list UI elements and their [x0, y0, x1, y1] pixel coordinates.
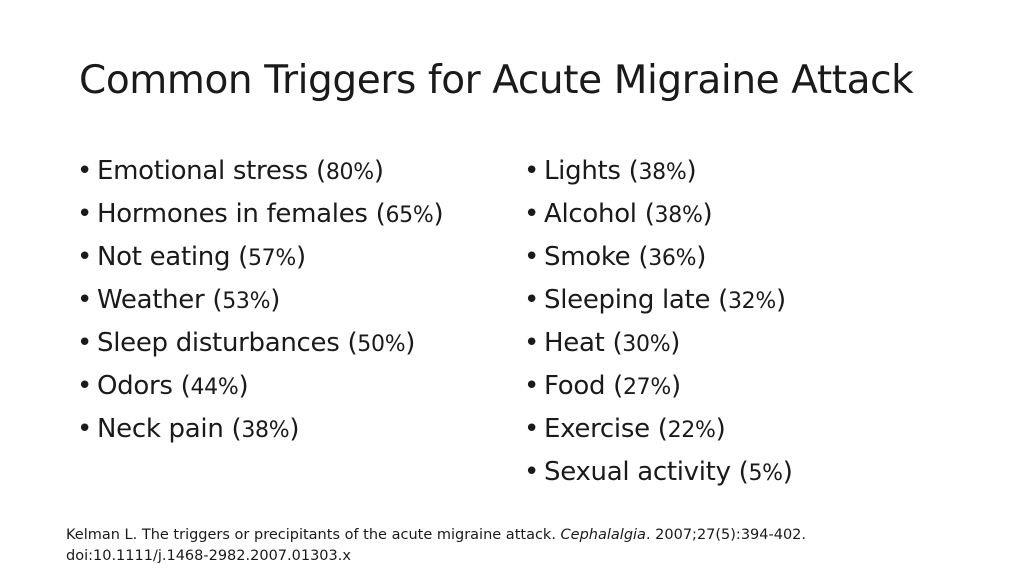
trigger-percent: 36%	[648, 246, 697, 271]
list-item: • Lights (38%)	[524, 150, 793, 193]
list-item: • Neck pain (38%)	[77, 408, 443, 451]
trigger-percent: 57%	[247, 246, 296, 271]
citation-journal: Cephalalgia	[560, 527, 646, 543]
trigger-label: Heat	[544, 328, 605, 358]
trigger-percent: 38%	[241, 418, 290, 443]
trigger-percent: 30%	[622, 332, 671, 357]
trigger-percent: 50%	[357, 332, 406, 357]
bullet-icon: •	[524, 285, 540, 315]
list-item: • Sleeping late (32%)	[524, 279, 793, 322]
trigger-percent: 38%	[654, 203, 703, 228]
right-trigger-list	[524, 150, 793, 494]
bullet-icon: •	[77, 199, 93, 229]
bullet-icon: •	[77, 414, 93, 444]
left-trigger-list	[77, 150, 443, 451]
trigger-label: Hormones in females	[97, 199, 368, 229]
trigger-label: Emotional stress	[97, 156, 309, 186]
citation-text: Kelman L. The triggers or precipitants of the acute migraine attack.	[66, 527, 561, 543]
list-item: • Hormones in females (65%)	[77, 193, 443, 236]
trigger-label: Odors	[97, 371, 173, 401]
bullet-icon: •	[77, 328, 93, 358]
trigger-label: Not eating	[97, 242, 231, 272]
trigger-percent: 65%	[385, 203, 434, 228]
trigger-label: Lights	[544, 156, 621, 186]
list-item: • Heat (30%)	[524, 322, 793, 365]
list-item: • Not eating (57%)	[77, 236, 443, 279]
citation-line-1	[66, 525, 806, 546]
citation-doi: doi:10.1111/j.1468-2982.2007.01303.x	[66, 548, 351, 564]
list-item: • Sleep disturbances (50%)	[77, 322, 443, 365]
list-item: • Exercise (22%)	[524, 408, 793, 451]
trigger-percent: 5%	[748, 461, 783, 486]
trigger-percent: 22%	[667, 418, 716, 443]
list-item: • Emotional stress (80%)	[77, 150, 443, 193]
trigger-label: Neck pain	[97, 414, 224, 444]
bullet-icon: •	[524, 328, 540, 358]
bullet-icon: •	[524, 371, 540, 401]
trigger-label: Sexual activity	[544, 457, 731, 487]
list-item: • Weather (53%)	[77, 279, 443, 322]
citation	[66, 525, 806, 567]
list-item: • Smoke (36%)	[524, 236, 793, 279]
trigger-percent: 38%	[638, 160, 687, 185]
bullet-icon: •	[77, 156, 93, 186]
trigger-label: Sleeping late	[544, 285, 711, 315]
trigger-percent: 44%	[190, 375, 239, 400]
list-item: • Odors (44%)	[77, 365, 443, 408]
list-item: • Alcohol (38%)	[524, 193, 793, 236]
bullet-icon: •	[524, 199, 540, 229]
trigger-label: Food	[544, 371, 606, 401]
bullet-icon: •	[77, 242, 93, 272]
trigger-percent: 53%	[222, 289, 271, 314]
trigger-label: Sleep disturbances	[97, 328, 340, 358]
bullet-icon: •	[77, 371, 93, 401]
bullet-icon: •	[77, 285, 93, 315]
trigger-percent: 80%	[325, 160, 374, 185]
bullet-icon: •	[524, 414, 540, 444]
trigger-percent: 27%	[622, 375, 671, 400]
trigger-label: Weather	[97, 285, 205, 315]
bullet-icon: •	[524, 242, 540, 272]
trigger-label: Exercise	[544, 414, 650, 444]
citation-details: . 2007;27(5):394-402.	[645, 527, 807, 543]
bullet-icon: •	[524, 156, 540, 186]
bullet-icon: •	[524, 457, 540, 487]
list-item: • Sexual activity (5%)	[524, 451, 793, 494]
slide-title: Common Triggers for Acute Migraine Attack	[79, 58, 914, 103]
trigger-label: Alcohol	[544, 199, 637, 229]
list-item: • Food (27%)	[524, 365, 793, 408]
trigger-percent: 32%	[727, 289, 776, 314]
trigger-label: Smoke	[544, 242, 631, 272]
